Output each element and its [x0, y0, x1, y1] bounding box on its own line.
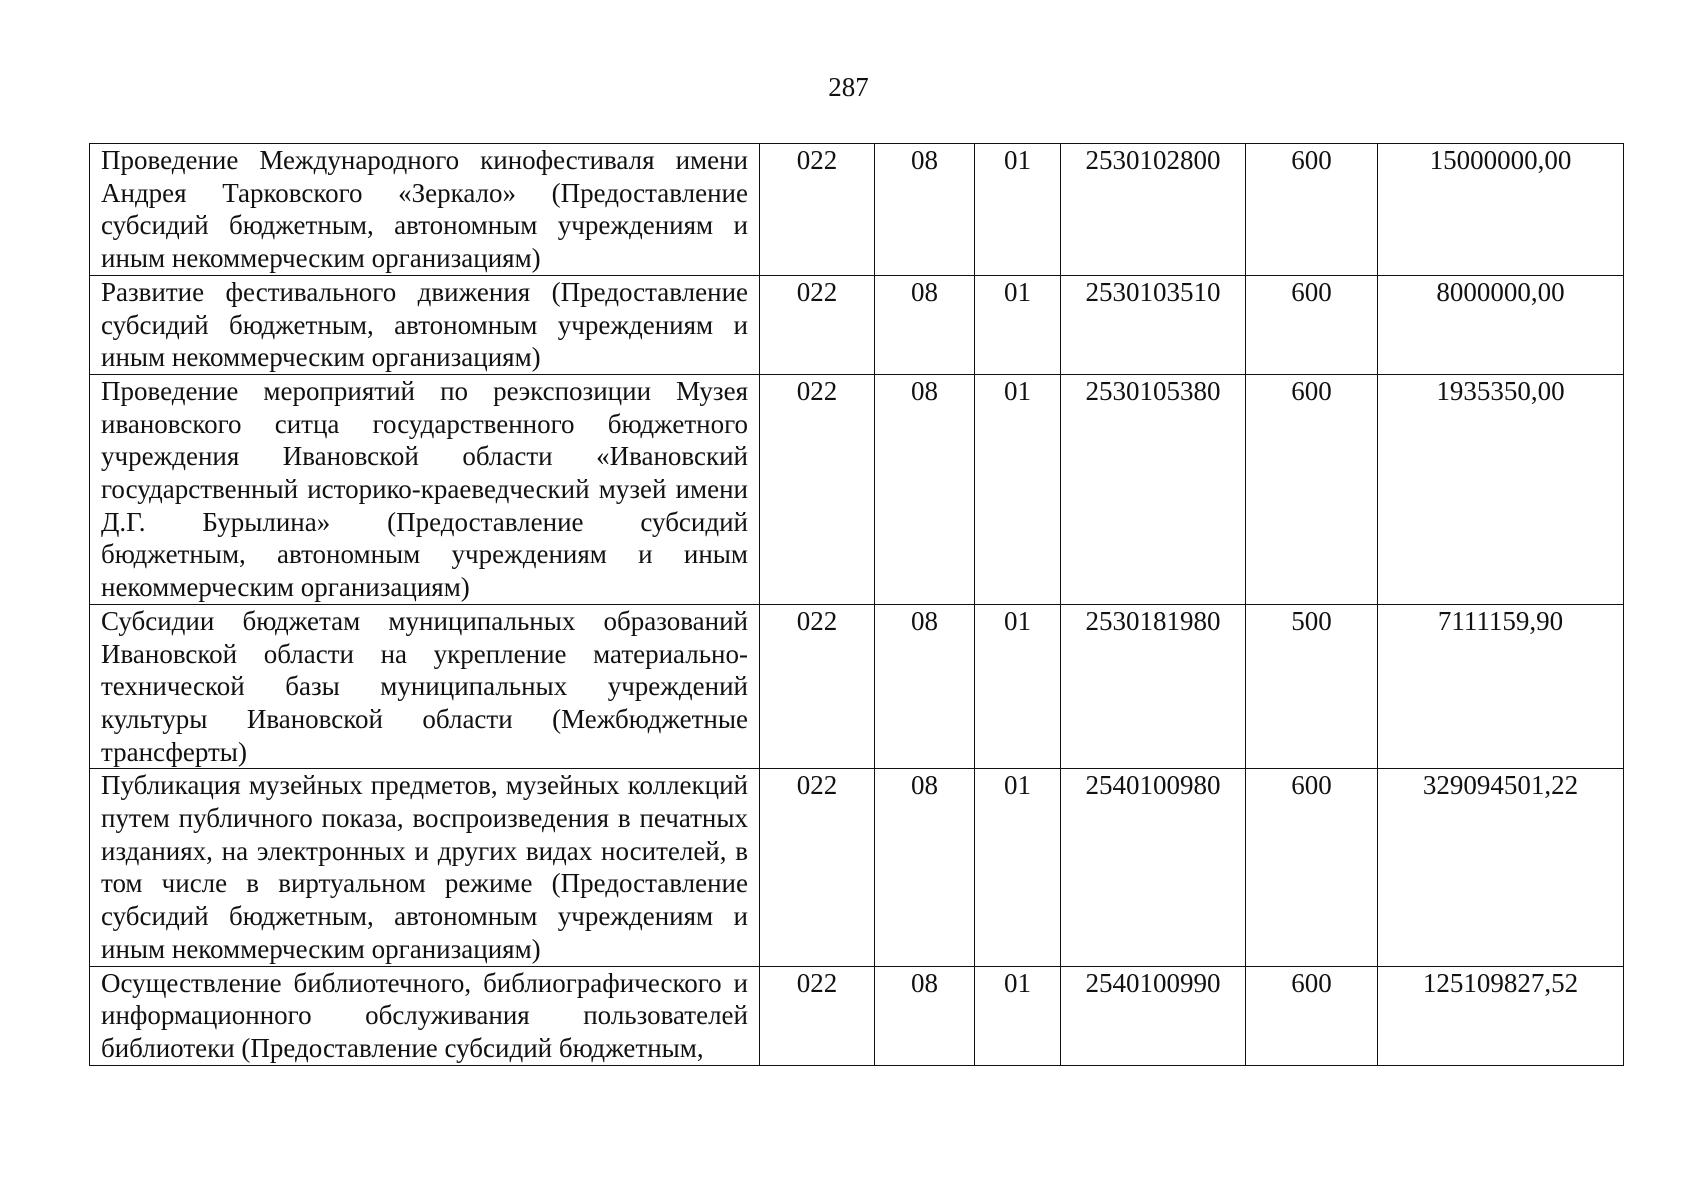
row-amount: 1935350,00	[1378, 374, 1624, 604]
table-row	[90, 275, 1624, 374]
row-description: Развитие фестивального движения (Предоставление субсидий бюджетным, автономным учреждениям и иным некоммерческим организациям)	[90, 275, 760, 374]
row-section-code: 08	[875, 275, 975, 374]
row-subsection-code: 01	[975, 966, 1061, 1065]
row-section-code: 08	[875, 604, 975, 769]
page-number: 287	[828, 72, 869, 102]
row-description: Субсидии бюджетам муниципальных образований Ивановской области на укрепление материально-технической базы муниципальных учреждений культуры Ивановской области (Межбюджетные трансферты)	[90, 604, 760, 769]
row-description: Проведение мероприятий по реэкспозиции Музея ивановского ситца государственного бюджетного учреждения Ивановской области «Ивановский государственный историко-краеведческий музей имени Д.Г. Бурылина» (Предоставление субсидий бюджетным, автономным учреждениям и иным некоммерческим организациям)	[90, 374, 760, 604]
row-section-code: 08	[875, 144, 975, 276]
row-expense-type: 600	[1246, 275, 1378, 374]
row-grbs-code: 022	[760, 966, 875, 1065]
row-expense-type: 600	[1246, 374, 1378, 604]
table-row	[90, 769, 1624, 966]
row-amount: 7111159,90	[1378, 604, 1624, 769]
row-section-code: 08	[875, 374, 975, 604]
row-subsection-code: 01	[975, 275, 1061, 374]
row-expense-type: 500	[1246, 604, 1378, 769]
row-target-article: 2530102800	[1061, 144, 1246, 276]
row-section-code: 08	[875, 769, 975, 966]
row-target-article: 2540100990	[1061, 966, 1246, 1065]
row-target-article: 2530181980	[1061, 604, 1246, 769]
row-grbs-code: 022	[760, 604, 875, 769]
table-row	[90, 144, 1624, 276]
table-row	[90, 604, 1624, 769]
row-amount: 15000000,00	[1378, 144, 1624, 276]
row-subsection-code: 01	[975, 604, 1061, 769]
row-target-article: 2530103510	[1061, 275, 1246, 374]
row-section-code: 08	[875, 966, 975, 1065]
row-expense-type: 600	[1246, 769, 1378, 966]
row-grbs-code: 022	[760, 769, 875, 966]
row-description: Публикация музейных предметов, музейных коллекций путем публичного показа, воспроизведения в печатных изданиях, на электронных и других видах носителей, в том числе в виртуальном режиме (Предоставление субсидий бюджетным, автономным учреждениям и иным некоммерческим организациям)	[90, 769, 760, 966]
row-description: Осуществление библиотечного, библиографического и информационного обслуживания пользователей библиотеки (Предоставление субсидий бюджетным,	[90, 966, 760, 1065]
row-grbs-code: 022	[760, 144, 875, 276]
row-subsection-code: 01	[975, 374, 1061, 604]
row-amount: 8000000,00	[1378, 275, 1624, 374]
row-subsection-code: 01	[975, 769, 1061, 966]
row-subsection-code: 01	[975, 144, 1061, 276]
table-row	[90, 966, 1624, 1065]
row-target-article: 2530105380	[1061, 374, 1246, 604]
table-row	[90, 374, 1624, 604]
row-grbs-code: 022	[760, 275, 875, 374]
budget-table	[89, 143, 1624, 1066]
row-expense-type: 600	[1246, 966, 1378, 1065]
row-grbs-code: 022	[760, 374, 875, 604]
row-expense-type: 600	[1246, 144, 1378, 276]
row-amount: 329094501,22	[1378, 769, 1624, 966]
row-target-article: 2540100980	[1061, 769, 1246, 966]
row-amount: 125109827,52	[1378, 966, 1624, 1065]
row-description: Проведение Международного кинофестиваля имени Андрея Тарковского «Зеркало» (Предоставление субсидий бюджетным, автономным учреждениям и иным некоммерческим организациям)	[90, 144, 760, 276]
